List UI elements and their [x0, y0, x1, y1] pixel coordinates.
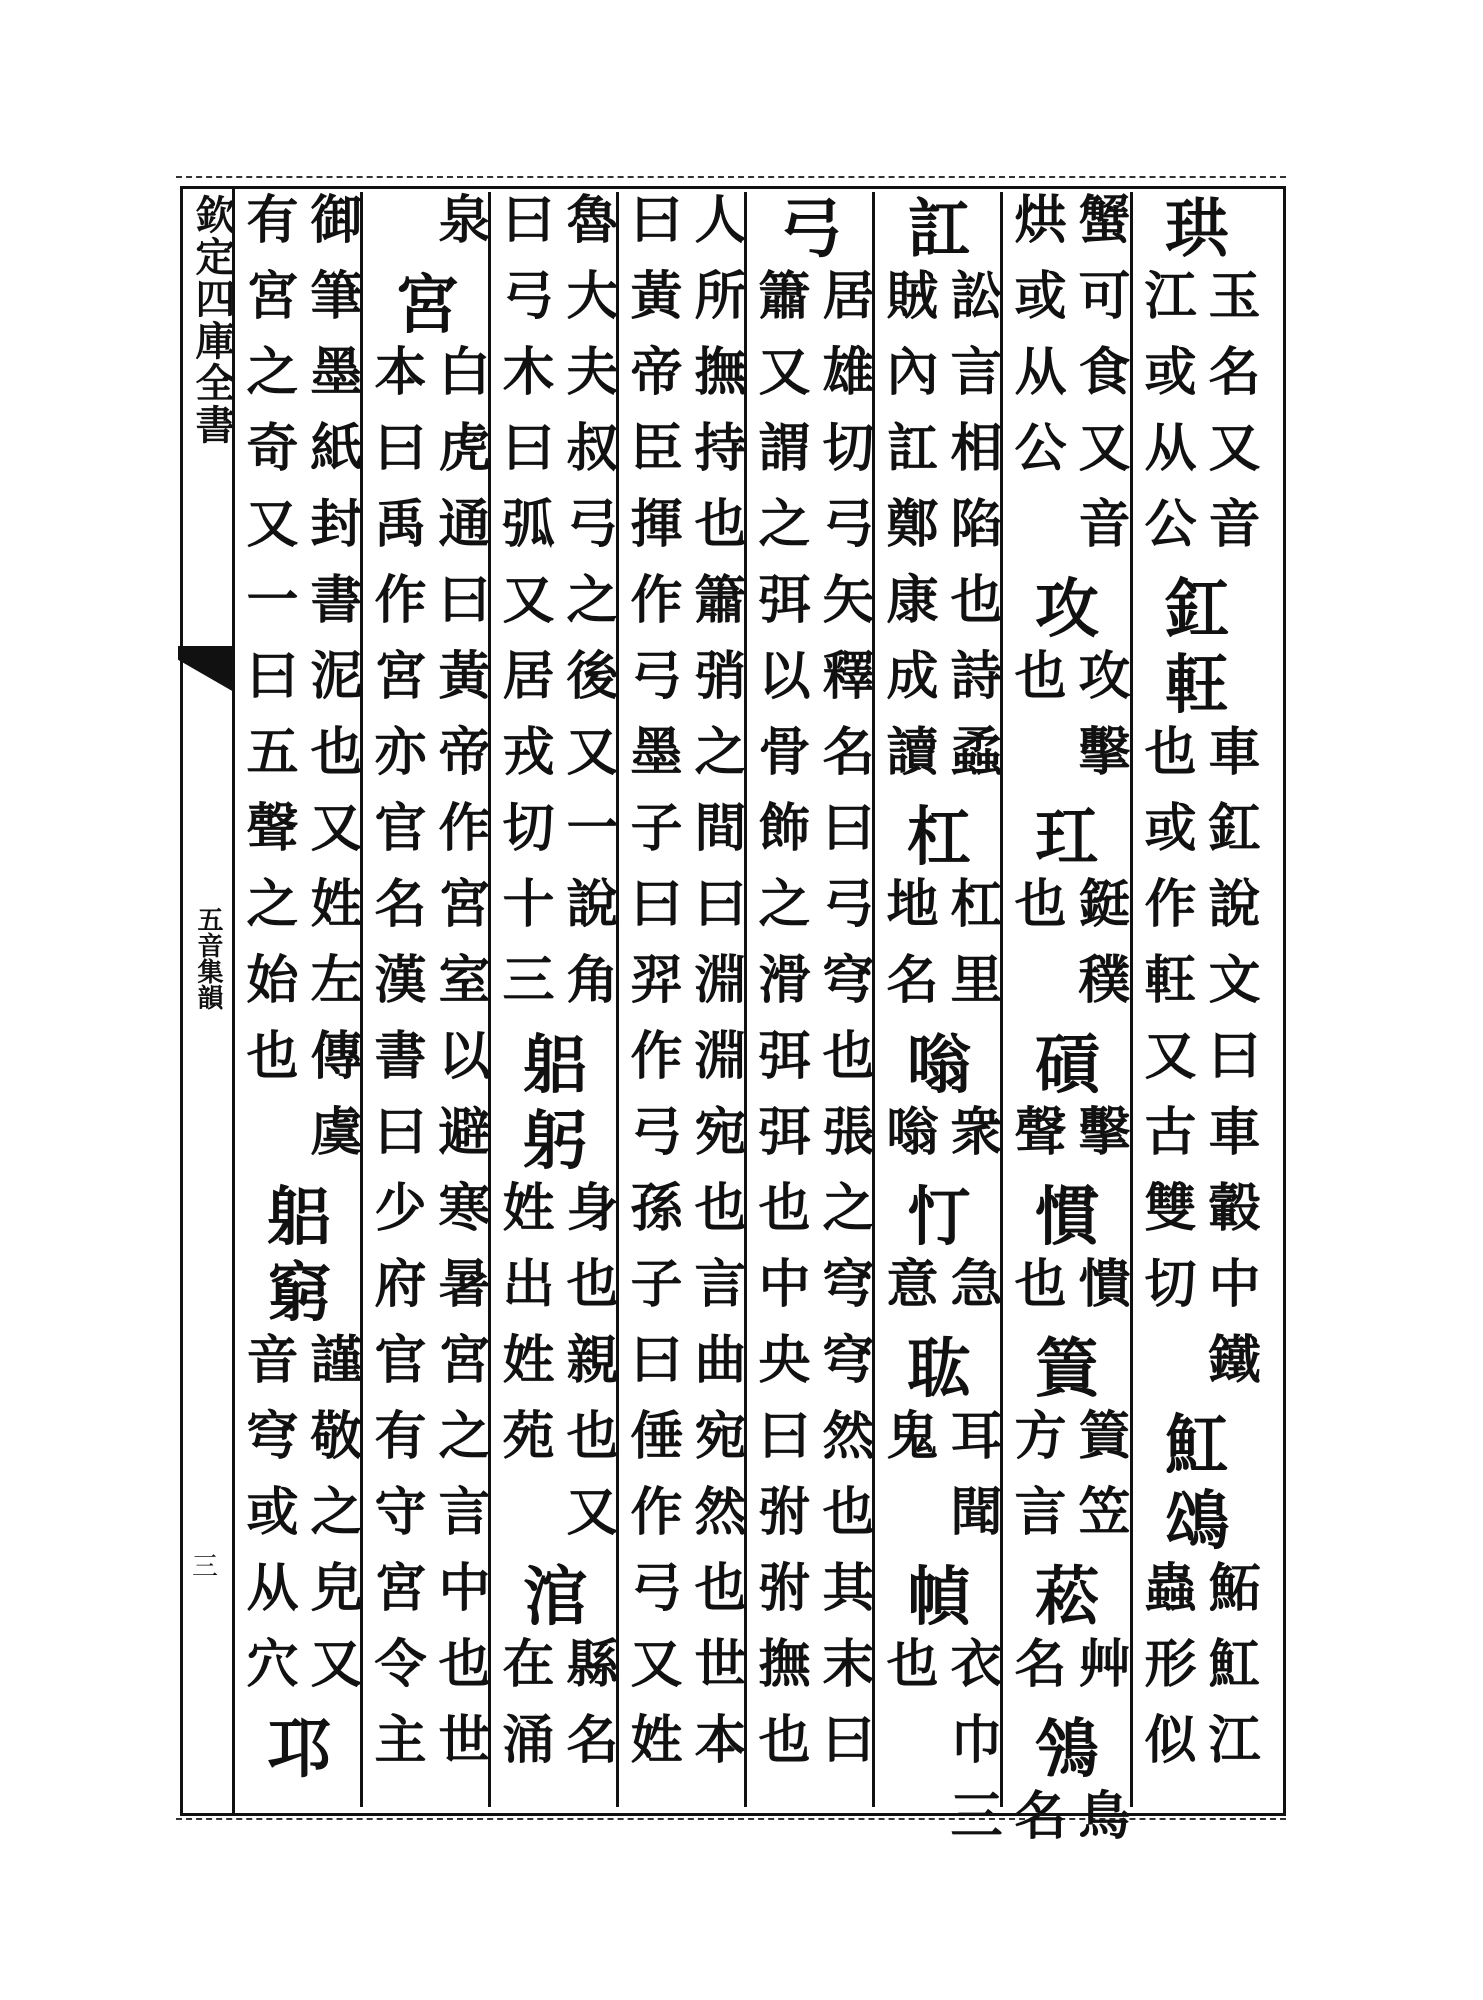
- top-rule: [176, 176, 1286, 178]
- head-character: 珙: [1165, 192, 1229, 267]
- annotation-left-line: 在涌: [493, 1636, 554, 1788]
- head-character: 宮: [395, 268, 459, 343]
- annotation-right-line: 謹敬之皃又: [301, 1332, 362, 1712]
- annotation-left-line: 嗡: [877, 1104, 938, 1180]
- annotation-left-line: 賊內訌鄭康成讀: [877, 268, 938, 800]
- annotation-right-line: 白虎通曰黃帝作宮室以避寒暑宮之言中也世: [429, 344, 490, 1788]
- annotation: [235, 192, 363, 1180]
- annotation-left-line: 曰黃帝臣揮作弓墨子曰羿作弓孫子曰倕作弓又姓: [621, 192, 682, 1788]
- head-character: 嗡: [907, 1028, 971, 1103]
- annotation-left-line: 有宮之奇又一曰五聲之始也: [237, 192, 298, 1180]
- head-character: 邛: [267, 1712, 331, 1787]
- annotation: [875, 1408, 1003, 1560]
- head-character: 釭: [1165, 572, 1229, 647]
- annotation-right-line: 鳥: [1069, 1788, 1130, 1864]
- head-character: 菘: [1035, 1560, 1099, 1635]
- text-column: [744, 192, 875, 1807]
- annotation: [1003, 1256, 1131, 1332]
- annotation-left-line: 也: [1005, 1256, 1066, 1332]
- head-character: 慣: [1035, 1180, 1099, 1255]
- annotation-right-line: 訟言相陷也詩蟊: [941, 268, 1002, 800]
- head-character: 魟: [1165, 1408, 1229, 1483]
- annotation-left-line: 江或从公: [1135, 268, 1196, 572]
- head-character: 弓: [779, 192, 843, 267]
- annotation-right-line: 攻擊: [1069, 648, 1130, 800]
- annotation-right-line: 艸: [1069, 1636, 1130, 1712]
- head-character: 軖: [1165, 648, 1229, 723]
- annotation: [235, 1332, 363, 1712]
- annotation-right-line: 居雄切弓矢釋名曰弓穹也張之穹穹然也其末曰: [813, 268, 874, 1788]
- annotation: [363, 192, 491, 268]
- annotation-left-line: 也: [1005, 876, 1066, 1028]
- annotation-left-line: 本曰禹作宮亦官名漢書曰少府官有守宮令主: [365, 344, 426, 1788]
- head-character: 躬: [523, 1104, 587, 1179]
- annotation: [363, 344, 491, 1788]
- annotation: [1003, 648, 1131, 800]
- annotation-right-line: 鋌穙: [1069, 876, 1130, 1028]
- head-character: 耾: [907, 1332, 971, 1407]
- annotation-left-line: 鬼: [877, 1408, 938, 1560]
- annotation: [875, 876, 1003, 1028]
- head-character: 窮: [267, 1256, 331, 1331]
- annotation-left-line: 也: [1005, 648, 1066, 800]
- annotation-left-line: 曰弓木曰弧又居戎切十三: [493, 192, 554, 1028]
- annotation-right-line: 急: [941, 1256, 1002, 1332]
- annotation: [875, 1256, 1003, 1332]
- book-title: 五音集韻: [193, 906, 223, 1010]
- annotation-right-line: 鮖魟江: [1199, 1560, 1260, 1788]
- head-character: 䲲: [1165, 1484, 1229, 1559]
- annotation: [491, 1636, 619, 1788]
- annotation-left-line: 方言: [1005, 1408, 1066, 1560]
- annotation-right-line: 泉: [429, 192, 490, 268]
- annotation-left-line: 烘或从公: [1005, 192, 1066, 572]
- annotation-right-line: 衣巾三: [941, 1636, 1002, 1864]
- annotation: [491, 192, 619, 1028]
- head-character: 躳: [267, 1180, 331, 1255]
- text-column: [232, 192, 363, 1807]
- head-character: 攻: [1035, 572, 1099, 647]
- annotation: [1133, 1560, 1261, 1788]
- annotation-right-line: 篢笠: [1069, 1408, 1130, 1560]
- text-column: [1000, 192, 1131, 1864]
- annotation: [1133, 268, 1261, 572]
- annotation: [1003, 1636, 1131, 1712]
- head-character: 鳹: [1035, 1712, 1099, 1787]
- text-column: [488, 192, 619, 1807]
- fish-tail-mark: [178, 646, 234, 692]
- annotation-left-line: 意: [877, 1256, 938, 1332]
- head-character: 涫: [523, 1560, 587, 1635]
- annotation-right-line: 衆: [941, 1104, 1002, 1180]
- head-character: 碽: [1035, 1028, 1099, 1103]
- annotation-left-line: 也: [877, 1636, 938, 1864]
- annotation-right-line: 人所撫持也簫弰之間曰淵淵宛也言曲宛然也世本: [685, 192, 746, 1788]
- head-character: 玒: [1035, 800, 1099, 875]
- annotation-left-line: 姓出姓苑: [493, 1180, 554, 1560]
- head-character: 訌: [907, 192, 971, 267]
- annotation: [491, 1180, 619, 1560]
- annotation-right-line: 耳聞: [941, 1408, 1002, 1560]
- annotation: [1003, 876, 1131, 1028]
- text-column: [1130, 192, 1261, 1807]
- annotation-right-line: 身也親也又: [557, 1180, 618, 1560]
- collection-title: 欽定四庫全書: [189, 194, 236, 446]
- annotation-left-line: 聲: [1005, 1104, 1066, 1180]
- annotation-left-line: 地名: [877, 876, 938, 1028]
- annotation-left-line: 名: [1005, 1788, 1066, 1864]
- annotation: [619, 192, 747, 1788]
- page-number: 三: [192, 1552, 219, 1582]
- annotation-left-line: 名: [1005, 1636, 1066, 1712]
- annotation: [1133, 724, 1261, 1408]
- annotation-right-line: 杠里: [941, 876, 1002, 1028]
- annotation: [1003, 192, 1131, 572]
- annotation: [1003, 1788, 1131, 1864]
- annotation-right-line: 車釭說文曰車轂中鐵: [1199, 724, 1260, 1408]
- annotation-left-line: 音穹或从穴: [237, 1332, 298, 1712]
- annotation-right-line: 玉名又音: [1199, 268, 1260, 572]
- annotation-left-line: 簫又謂之弭以骨飾之滑弭弭也中央曰弣弣撫也: [749, 268, 810, 1788]
- annotation-left-line: 蟲形似: [1135, 1560, 1196, 1788]
- annotation-right-line: 憒: [1069, 1256, 1130, 1332]
- annotation-left-line: 也或作軖又古雙切: [1135, 724, 1196, 1408]
- annotation-right-line: 蟹可食又音: [1069, 192, 1130, 572]
- annotation-right-line: 擊: [1069, 1104, 1130, 1180]
- annotation: [747, 268, 875, 1788]
- head-character: 杠: [907, 800, 971, 875]
- annotation: [875, 1104, 1003, 1180]
- annotation-right-line: 御筆墨紙封書泥也又姓左傳虞: [301, 192, 362, 1180]
- text-column: [872, 192, 1003, 1864]
- annotation: [1003, 1104, 1131, 1180]
- annotation: [1003, 1408, 1131, 1560]
- head-character: 篢: [1035, 1332, 1099, 1407]
- annotation-right-line: 縣名: [557, 1636, 618, 1788]
- head-character: 躳: [523, 1028, 587, 1103]
- annotation-left-line: [363, 192, 427, 268]
- annotation: [875, 1636, 1003, 1864]
- annotation-right-line: 魯大夫叔弓之後又一說角: [557, 192, 618, 1028]
- head-character: 忊: [907, 1180, 971, 1255]
- text-column: [616, 192, 747, 1807]
- head-character: 幀: [907, 1560, 971, 1635]
- page-margin: [180, 186, 235, 1816]
- annotation: [875, 268, 1003, 800]
- text-column: [360, 192, 491, 1807]
